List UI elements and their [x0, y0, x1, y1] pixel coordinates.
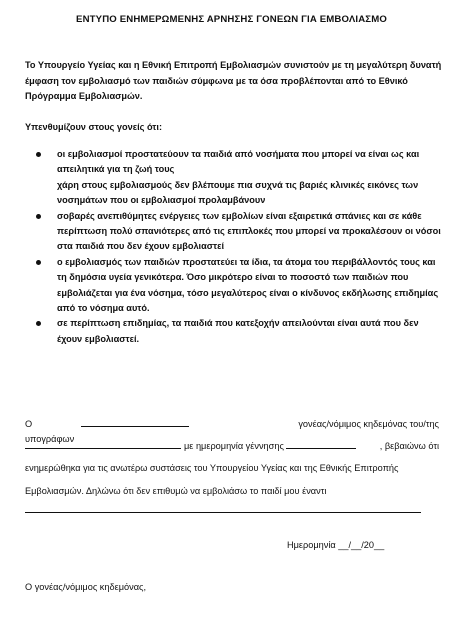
list-item — [0, 209, 463, 255]
bullet-dot-icon — [36, 152, 41, 157]
bullet-dot-icon — [36, 260, 41, 265]
list-item — [0, 316, 463, 347]
reminder-heading: Υπενθυμίζουν στους γονείς ότι: — [25, 122, 163, 132]
bullet-dot-icon — [36, 214, 41, 219]
list-item-text: σε περίπτωση επιδημίας, τα παιδιά που κατεξοχήν απειλούνται είναι αυτά που δεν έχουν εμβολιαστεί. — [57, 318, 419, 344]
signatory-label: Ο υπογράφων — [25, 419, 75, 444]
declaration-line-1: ενημερώθηκα για τις ανωτέρω συστάσεις του Υπουργείου Υγείας και της Εθνικής Επιτροπής — [25, 463, 399, 473]
signatory-name-field[interactable] — [81, 416, 189, 427]
date-label: Ημερομηνία __/__/20__ — [287, 540, 385, 550]
list-item — [0, 178, 463, 209]
intro-paragraph: Το Υπουργείο Υγείας και η Εθνική Επιτροπή Εμβολιασμών συνιστούν με τη μεγαλύτερη δυνατή έμφαση τον εμβολιασμό των παιδιών σύμφωνα με τα όσα προβλέπονται από το Εθνικό Πρόγραμμα Εμβολιασμών. — [25, 60, 442, 101]
list-item-text: χάρη στους εμβολιασμούς δεν βλέπουμε πια συχνά τις βαριές κλινικές εικόνες των νοσημάτων που οι εμβολιασμοί προλαμβάνουν — [57, 179, 419, 206]
list-item-text: ο εμβολιασμός των παιδιών προστατεύει τα ίδια, τα άτομα του περιβάλλοντός τους και τη δημόσια υγεία γενικότερα. Όσο μικρότερο είναι το ποσοστό των παιδιών που εμβολιάζεται για ένα νόσημα, τόσο μεγαλύτερος είναι ο κίνδυνος εκδήλωσης επιδημίας από το νόσημα αυτό. — [57, 256, 439, 314]
child-name-field[interactable] — [25, 438, 181, 449]
list-item-text: οι εμβολιασμοί προστατεύουν τα παιδιά από νοσήματα που μπορεί να είναι ως και απειλητικά για τη ζωή τους — [57, 149, 420, 175]
guardian-signature-label: Ο γονέας/νόμιμος κηδεμόνας, — [25, 582, 147, 592]
list-item — [0, 255, 463, 317]
birthdate-field[interactable] — [286, 438, 356, 449]
list-item — [0, 147, 463, 178]
signature-row-2 — [25, 438, 439, 454]
confirmation-label: , βεβαιώνω ότι — [379, 441, 439, 451]
bullet-dot-icon — [36, 321, 41, 326]
form-title: ΕΝΤΥΠΟ ΕΝΗΜΕΡΩΜΕΝΗΣ ΑΡΝΗΣΗΣ ΓΟΝΕΩΝ ΓΙΑ ΕΜΒΟΛΙΑΣΜΟ — [76, 14, 387, 25]
guardian-relation-label: γονέας/νόμιμος κηδεμόνας του/της — [298, 419, 439, 429]
vaccine-name-field[interactable] — [25, 512, 421, 513]
recommendations-list — [0, 147, 463, 347]
declaration-line-2: Εμβολιασμών. Δηλώνω ότι δεν επιθυμώ να εμβολιάσω το παιδί μου έναντι — [25, 486, 327, 496]
list-item-text: σοβαρές ανεπιθύμητες ενέργειες των εμβολίων είναι εξαιρετικά σπάνιες και σε κάθε περίπτωση πολύ σπανιότερες από τις επιπλοκές που μπορεί να προκαλέσουν οι νόσοι στα παιδιά που δεν έχουν εμβολιαστεί — [57, 210, 441, 252]
birthdate-label: με ημερομηνία γέννησης — [184, 441, 284, 451]
